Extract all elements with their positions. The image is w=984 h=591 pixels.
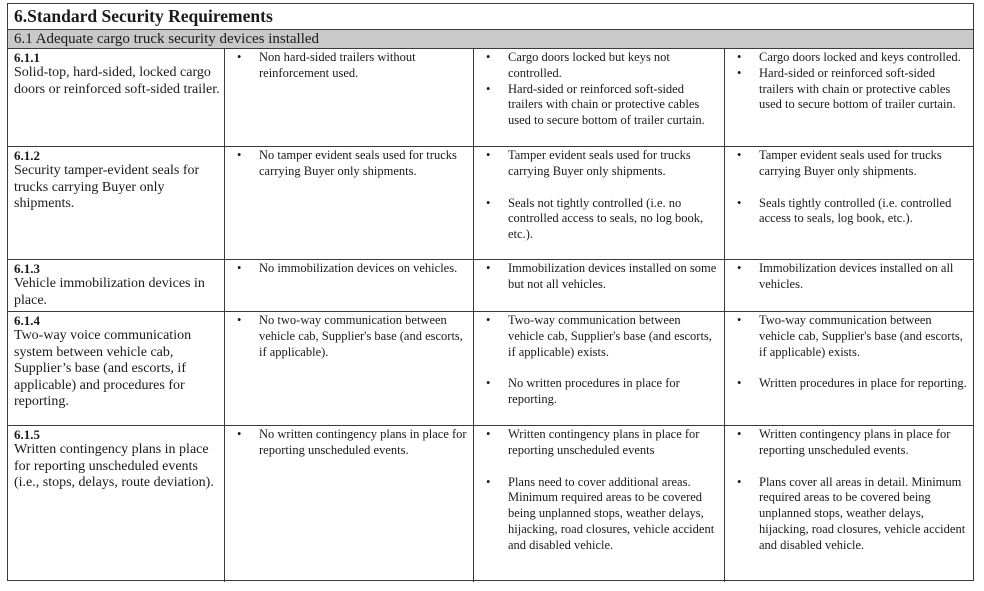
criteria-list (229, 50, 467, 82)
requirement-number: 6.1.5 (14, 427, 40, 442)
criteria-item: • No immobilization devices on vehicles. (229, 261, 467, 277)
section-title-bar (8, 4, 973, 30)
table-row (8, 49, 973, 147)
criteria-cell-col2 (473, 49, 724, 146)
criteria-cell-col2 (473, 147, 724, 259)
requirement-text: Written contingency plans in place for reporting unscheduled events (i.e., stops, delays, route deviation). (14, 442, 214, 490)
criteria-cell-col3 (724, 147, 975, 259)
criteria-list (478, 427, 718, 554)
criteria-cell-col1 (224, 260, 473, 311)
criteria-cell-col3 (724, 426, 975, 582)
criteria-item: • Cargo doors locked and keys controlled. (729, 50, 969, 66)
requirement-number: 6.1.1 (14, 50, 40, 65)
criteria-item: • Written contingency plans in place for reporting unscheduled events. (729, 427, 969, 459)
requirement-number: 6.1.2 (14, 148, 40, 163)
security-requirements-document (7, 3, 974, 581)
criteria-item: • Cargo doors locked but keys not controlled. (478, 50, 718, 82)
criteria-list (729, 148, 969, 227)
requirement-cell (8, 426, 224, 582)
requirement-cell (8, 260, 224, 311)
criteria-list (229, 148, 467, 180)
criteria-cell-col1 (224, 49, 473, 146)
criteria-list (729, 427, 969, 554)
requirement-text: Vehicle immobilization devices in place. (14, 276, 205, 308)
table-row (8, 426, 973, 582)
requirement-cell (8, 49, 224, 146)
criteria-cell-col2 (473, 312, 724, 425)
criteria-item: • Non hard-sided trailers without reinforcement used. (229, 50, 467, 82)
criteria-item: • Seals not tightly controlled (i.e. no controlled access to seals, no log book, etc.). (478, 196, 718, 243)
criteria-list (229, 313, 467, 360)
requirement-text: Two-way voice communication system between vehicle cab, Supplier’s base (and escorts, if applicable) and procedures for reporting. (14, 328, 192, 409)
criteria-list (229, 427, 467, 459)
criteria-item: • No tamper evident seals used for trucks carrying Buyer only shipments. (229, 148, 467, 180)
requirement-cell (8, 147, 224, 259)
criteria-list (478, 50, 718, 129)
criteria-item: • Written procedures in place for reporting. (729, 376, 969, 392)
criteria-list (729, 313, 969, 392)
criteria-item: • Tamper evident seals used for trucks carrying Buyer only shipments. (478, 148, 718, 180)
criteria-cell-col2 (473, 426, 724, 582)
requirement-text: Solid-top, hard-sided, locked cargo doors or reinforced soft-sided trailer. (14, 65, 220, 97)
criteria-item: • Written contingency plans in place for reporting unscheduled events (478, 427, 718, 459)
criteria-item: • No written procedures in place for reporting. (478, 376, 718, 408)
criteria-item: • Hard-sided or reinforced soft-sided trailers with chain or protective cables used to secure bottom of trailer curtain. (729, 66, 969, 113)
criteria-item: • Immobilization devices installed on all vehicles. (729, 261, 969, 293)
criteria-item: • Immobilization devices installed on some but not all vehicles. (478, 261, 718, 293)
criteria-list (478, 313, 718, 408)
criteria-list (729, 50, 969, 113)
table-row (8, 147, 973, 260)
criteria-cell-col2 (473, 260, 724, 311)
criteria-cell-col1 (224, 312, 473, 425)
criteria-cell-col3 (724, 260, 975, 311)
table-row (8, 312, 973, 426)
criteria-cell-col3 (724, 49, 975, 146)
criteria-item: • Tamper evident seals used for trucks carrying Buyer only shipments. (729, 148, 969, 180)
criteria-item: • Plans cover all areas in detail. Minimum required areas to be covered being unplanned stops, weather delays, hijacking, road closures, vehicle accident and disabled vehicle. (729, 475, 969, 554)
criteria-list (478, 261, 718, 293)
criteria-item: • Two-way communication between vehicle cab, Supplier's base (and escorts, if applicable) exists. (729, 313, 969, 360)
criteria-item: • No two-way communication between vehicle cab, Supplier's base (and escorts, if applicable). (229, 313, 467, 360)
requirement-cell (8, 312, 224, 425)
criteria-list (729, 261, 969, 293)
requirement-text: Security tamper-evident seals for trucks carrying Buyer only shipments. (14, 163, 200, 211)
criteria-list (229, 261, 467, 277)
requirement-number: 6.1.3 (14, 261, 40, 276)
table-row (8, 260, 973, 312)
criteria-list (478, 148, 718, 243)
requirement-number: 6.1.4 (14, 313, 40, 328)
subsection-title-bar (8, 30, 973, 49)
criteria-cell-col1 (224, 426, 473, 582)
requirements-table (8, 49, 973, 580)
criteria-item: • Plans need to cover additional areas. Minimum required areas to be covered being unplanned stops, weather delays, hijacking, road closures, vehicle accident and disabled vehicle. (478, 475, 718, 554)
section-title: 6.Standard Security Requirements (14, 6, 273, 26)
criteria-item: • Seals tightly controlled (i.e. controlled access to seals, log book, etc.). (729, 196, 969, 228)
criteria-item: • Two-way communication between vehicle cab, Supplier's base (and escorts, if applicable) exists. (478, 313, 718, 360)
subsection-title: 6.1 Adequate cargo truck security devices installed (14, 31, 320, 47)
criteria-item: • Hard-sided or reinforced soft-sided trailers with chain or protective cables used to secure bottom of trailer curtain. (478, 82, 718, 129)
criteria-cell-col1 (224, 147, 473, 259)
criteria-item: • No written contingency plans in place for reporting unscheduled events. (229, 427, 467, 459)
criteria-cell-col3 (724, 312, 975, 425)
